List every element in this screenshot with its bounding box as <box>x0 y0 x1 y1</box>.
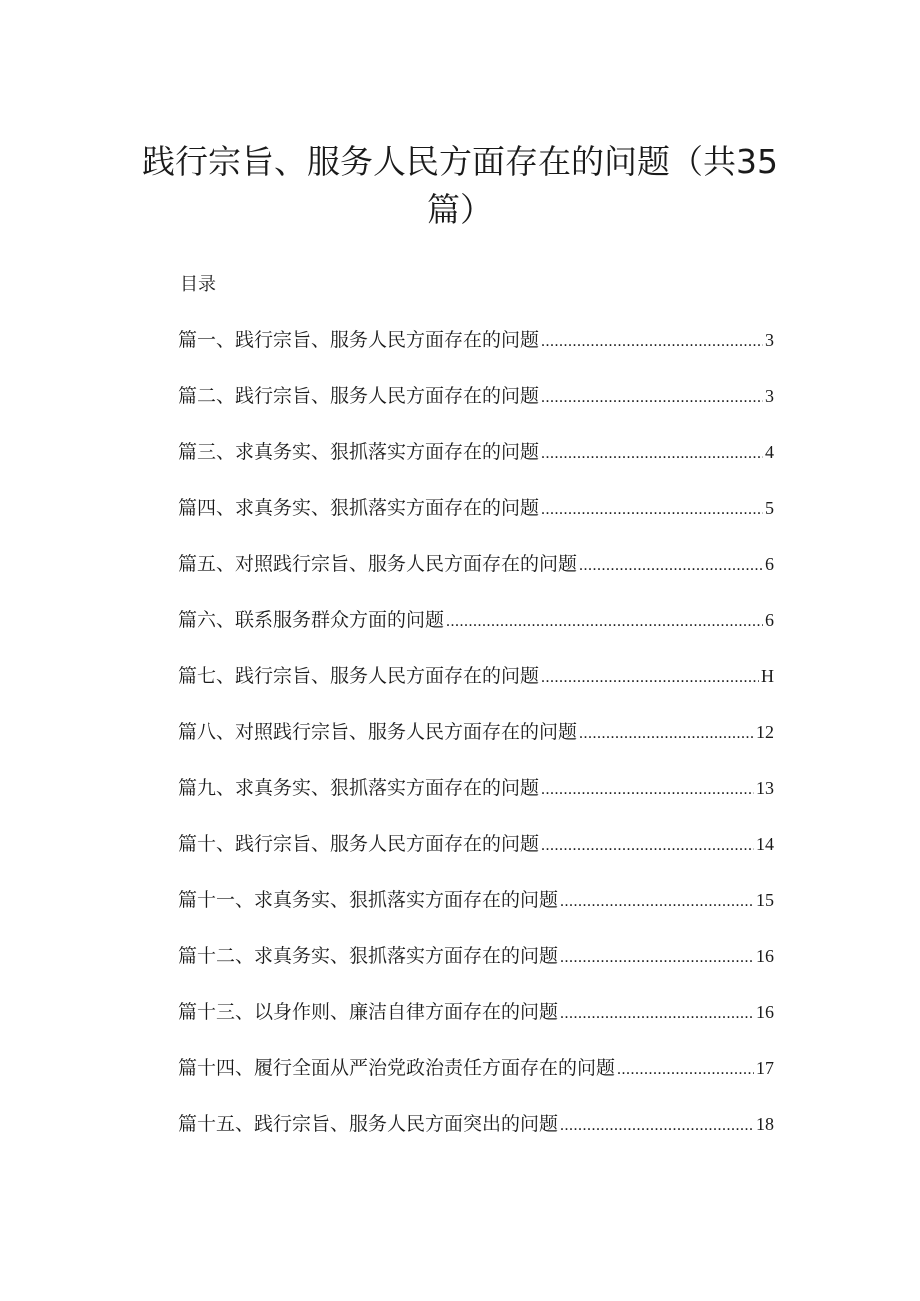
toc-entry[interactable] <box>178 1106 774 1162</box>
toc-entry-label: 篇二、践行宗旨、服务人民方面存在的问题 <box>178 385 540 407</box>
toc-entry[interactable] <box>178 546 774 602</box>
toc-dot-leader <box>541 772 754 808</box>
toc-dot-leader <box>541 660 759 696</box>
toc-dot-leader <box>560 940 754 976</box>
toc-entry[interactable] <box>178 658 774 714</box>
toc-entry-label: 篇十二、求真务实、狠抓落实方面存在的问题 <box>178 945 559 967</box>
toc-entry-page-number: 6 <box>765 610 774 630</box>
toc-dot-leader <box>541 380 763 416</box>
toc-entry-page-number: 13 <box>756 778 774 798</box>
toc-entry-label: 篇四、求真务实、狠抓落实方面存在的问题 <box>178 497 540 519</box>
toc-entry-label: 篇三、求真务实、狠抓落实方面存在的问题 <box>178 441 540 463</box>
toc-entry-label: 篇八、对照践行宗旨、服务人民方面存在的问题 <box>178 721 578 743</box>
toc-dot-leader <box>579 716 754 752</box>
toc-entry-label: 篇十一、求真务实、狠抓落实方面存在的问题 <box>178 889 559 911</box>
toc-entry-label: 篇七、践行宗旨、服务人民方面存在的问题 <box>178 665 540 687</box>
toc-entry[interactable] <box>178 1050 774 1106</box>
toc-entry-page-number: 14 <box>756 834 774 854</box>
toc-entry-page-number: 16 <box>756 946 774 966</box>
toc-entry[interactable] <box>178 714 774 770</box>
toc-entry-page-number: 15 <box>756 890 774 910</box>
toc-entry[interactable] <box>178 938 774 994</box>
toc-entry-page-number: 17 <box>756 1058 774 1078</box>
toc-entry[interactable] <box>178 602 774 658</box>
toc-dot-leader <box>541 324 763 360</box>
toc-entry[interactable] <box>178 378 774 434</box>
toc-entry[interactable] <box>178 770 774 826</box>
toc-entry[interactable] <box>178 434 774 490</box>
toc-entry-label: 篇五、对照践行宗旨、服务人民方面存在的问题 <box>178 553 578 575</box>
toc-entry-label: 篇九、求真务实、狠抓落实方面存在的问题 <box>178 777 540 799</box>
toc-dot-leader <box>541 436 763 472</box>
toc-dot-leader <box>579 548 763 584</box>
toc-entry-page-number: 3 <box>765 386 774 406</box>
toc-entry-label: 篇十四、履行全面从严治党政治责任方面存在的问题 <box>178 1057 616 1079</box>
toc-entry-page-number: 16 <box>756 1002 774 1022</box>
toc-dot-leader <box>541 828 754 864</box>
toc-entry-label: 篇十三、以身作则、廉洁自律方面存在的问题 <box>178 1001 559 1023</box>
toc-entry[interactable] <box>178 490 774 546</box>
toc-entry-page-number: 3 <box>765 330 774 350</box>
toc-entry-page-number: 5 <box>765 498 774 518</box>
table-of-contents <box>178 322 774 1162</box>
toc-entry-page-number: 18 <box>756 1114 774 1134</box>
toc-entry-page-number: 12 <box>756 722 774 742</box>
toc-entry-label: 篇十、践行宗旨、服务人民方面存在的问题 <box>178 833 540 855</box>
toc-dot-leader <box>617 1052 754 1088</box>
toc-entry-page-number: H <box>761 666 774 686</box>
toc-dot-leader <box>560 1108 754 1144</box>
toc-entry-label: 篇十五、践行宗旨、服务人民方面突出的问题 <box>178 1113 559 1135</box>
toc-entry[interactable] <box>178 882 774 938</box>
document-title: 践行宗旨、服务人民方面存在的问题（共35篇） <box>142 142 778 229</box>
toc-entry[interactable] <box>178 322 774 378</box>
toc-entry-label: 篇六、联系服务群众方面的问题 <box>178 609 445 631</box>
toc-entry-page-number: 4 <box>765 442 774 462</box>
toc-entry-page-number: 6 <box>765 554 774 574</box>
toc-entry-label: 篇一、践行宗旨、服务人民方面存在的问题 <box>178 329 540 351</box>
toc-dot-leader <box>541 492 763 528</box>
toc-heading: 目录 <box>180 274 216 295</box>
toc-dot-leader <box>560 996 754 1032</box>
toc-dot-leader <box>446 604 763 640</box>
toc-entry[interactable] <box>178 994 774 1050</box>
toc-entry[interactable] <box>178 826 774 882</box>
toc-dot-leader <box>560 884 754 920</box>
